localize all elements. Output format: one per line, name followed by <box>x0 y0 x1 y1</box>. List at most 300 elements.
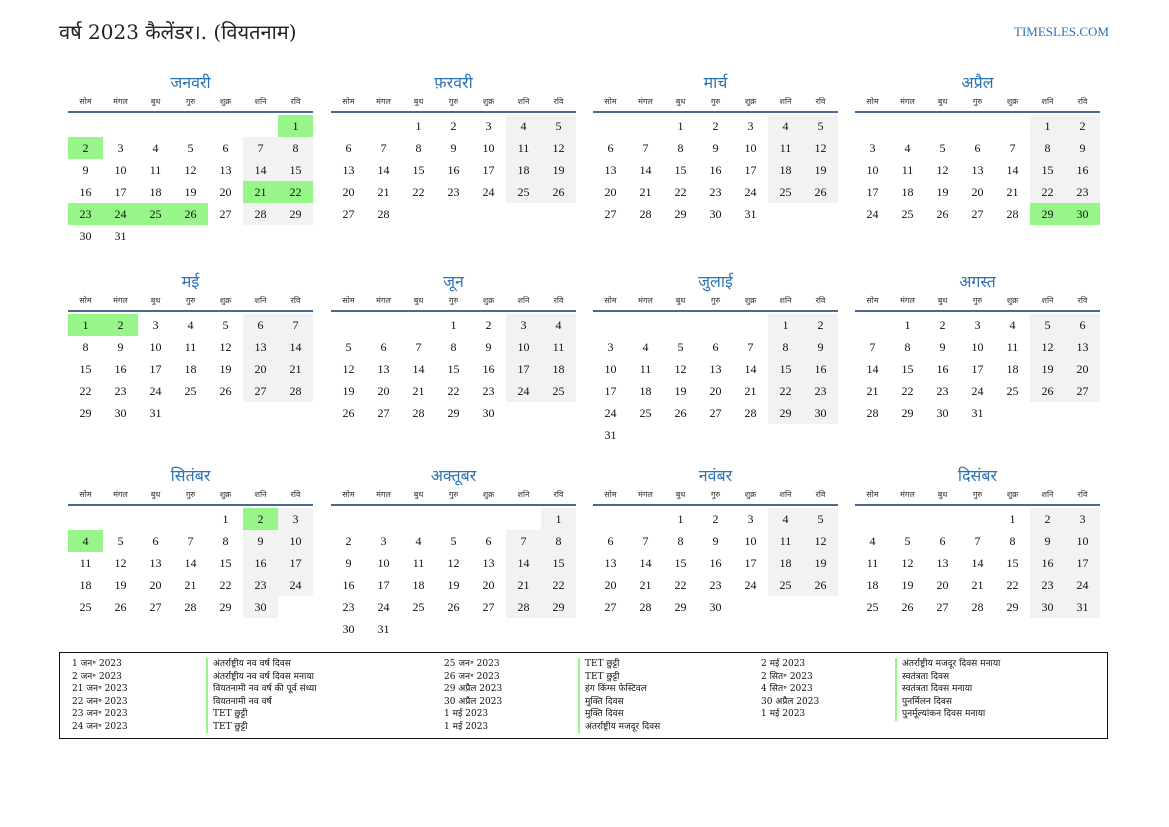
day-cell: 29 <box>541 596 576 618</box>
day-cell: 11 <box>866 555 879 570</box>
day-cell: 3 <box>152 317 159 332</box>
month-name: फ़रवरी <box>434 73 473 92</box>
weekday-label: रवि <box>290 97 301 106</box>
weekday-label: शुक्र <box>482 296 495 305</box>
holiday-name: पुनर्मिलन दिवस <box>895 696 952 709</box>
day-cell: 19 <box>1030 358 1065 380</box>
day-cell: 21 <box>639 184 652 199</box>
legend-row <box>432 708 660 721</box>
legend-row <box>749 671 1000 684</box>
holiday-date: 1 जन॰ 2023 <box>72 659 122 669</box>
month-name: अगस्त <box>959 272 996 291</box>
day-cell: 18 <box>768 552 803 574</box>
weekday-label: शनि <box>779 490 792 499</box>
day-cell: 17 <box>1065 552 1100 574</box>
weekday-label: बुध <box>675 490 686 499</box>
day-cell: 27 <box>936 599 949 614</box>
day-cell: 9 <box>485 339 492 354</box>
empty-cell <box>628 508 663 530</box>
day-cell: 8 <box>82 339 89 354</box>
day-cell: 13 <box>342 162 355 177</box>
holiday-date: 26 जन॰ 2023 <box>444 671 500 682</box>
holiday-day-cell: 24 <box>103 203 138 225</box>
empty-cell <box>366 314 401 336</box>
weekday-label: रवि <box>553 296 564 305</box>
day-cell: 15 <box>541 552 576 574</box>
day-cell: 8 <box>1030 137 1065 159</box>
day-cell: 20 <box>377 383 390 398</box>
empty-cell <box>698 314 733 336</box>
empty-cell <box>925 508 960 530</box>
day-cell: 22 <box>541 574 576 596</box>
day-cell: 25 <box>639 405 652 420</box>
day-cell: 6 <box>939 533 946 548</box>
holiday-day-cell: 25 <box>138 203 173 225</box>
site-link[interactable]: TIMESLES.COM <box>1014 24 1109 39</box>
weekday-label: शनि <box>517 97 530 106</box>
day-cell: 30 <box>709 206 722 221</box>
day-cell: 31 <box>744 206 757 221</box>
day-cell: 13 <box>377 361 390 376</box>
day-cell: 9 <box>243 530 278 552</box>
weekday-label: गुरु <box>710 97 721 106</box>
day-cell: 11 <box>768 137 803 159</box>
day-cell: 10 <box>506 336 541 358</box>
day-cell: 20 <box>971 184 984 199</box>
day-cell: 14 <box>377 162 390 177</box>
day-cell: 2 <box>485 317 492 332</box>
day-cell: 4 <box>642 339 649 354</box>
day-cell: 9 <box>1030 530 1065 552</box>
holiday-name: हंग किंग्स फेस्टिवल <box>578 683 647 696</box>
day-cell: 3 <box>747 511 754 526</box>
weekday-label: शनि <box>779 296 792 305</box>
day-cell: 9 <box>117 339 124 354</box>
weekday-label: शुक्र <box>219 490 232 499</box>
day-cell: 28 <box>971 599 984 614</box>
day-cell: 28 <box>243 203 278 225</box>
day-cell: 10 <box>971 339 984 354</box>
weekday-label: मंगल <box>376 296 391 305</box>
holiday-name: अंतर्राष्ट्रीय नव वर्ष दिवस <box>206 658 291 671</box>
day-cell: 9 <box>345 555 352 570</box>
weekday-label: शनि <box>517 296 530 305</box>
weekday-label: शुक्र <box>744 296 757 305</box>
weekday-label: मंगल <box>113 490 128 499</box>
day-cell: 14 <box>506 552 541 574</box>
day-cell: 13 <box>219 162 232 177</box>
day-cell: 22 <box>768 380 803 402</box>
month-name: जुलाई <box>698 272 733 291</box>
day-cell: 28 <box>377 206 390 221</box>
day-cell: 4 <box>152 140 159 155</box>
empty-cell <box>593 508 628 530</box>
day-cell: 22 <box>1006 577 1019 592</box>
month-name: अक्तूबर <box>430 466 477 485</box>
empty-cell <box>890 115 925 137</box>
day-cell: 29 <box>447 405 460 420</box>
day-cell: 8 <box>677 140 684 155</box>
day-cell: 7 <box>869 339 876 354</box>
day-cell: 23 <box>482 383 495 398</box>
day-cell: 20 <box>604 184 617 199</box>
day-cell: 22 <box>674 184 687 199</box>
day-cell: 26 <box>541 181 576 203</box>
weekday-label: मंगल <box>376 97 391 106</box>
day-cell: 21 <box>866 383 879 398</box>
holiday-name: स्वतंत्रता दिवस <box>895 671 949 684</box>
weekday-label: मंगल <box>376 490 391 499</box>
day-cell: 19 <box>342 383 355 398</box>
day-cell: 6 <box>1065 314 1100 336</box>
day-cell: 23 <box>1065 181 1100 203</box>
weekday-label: सोम <box>604 296 617 305</box>
day-cell: 17 <box>149 361 162 376</box>
day-cell: 8 <box>904 339 911 354</box>
day-cell: 25 <box>541 380 576 402</box>
day-cell: 26 <box>936 206 949 221</box>
day-cell: 18 <box>901 184 914 199</box>
day-cell: 21 <box>639 577 652 592</box>
month-calendar <box>331 72 576 225</box>
holiday-date: 21 जन॰ 2023 <box>72 684 128 694</box>
day-cell: 5 <box>904 533 911 548</box>
empty-cell <box>593 115 628 137</box>
weekday-label: बुध <box>413 490 424 499</box>
day-cell: 24 <box>1065 574 1100 596</box>
weekday-label: शनि <box>254 490 267 499</box>
day-cell: 5 <box>939 140 946 155</box>
holiday-day-cell: 29 <box>1030 203 1065 225</box>
month-calendar <box>68 271 313 424</box>
empty-cell <box>890 508 925 530</box>
day-cell: 20 <box>709 383 722 398</box>
day-cell: 18 <box>79 577 92 592</box>
day-cell: 29 <box>79 405 92 420</box>
month-name: मई <box>181 272 200 291</box>
day-cell: 12 <box>936 162 949 177</box>
day-cell: 16 <box>79 184 92 199</box>
legend-row <box>60 658 317 671</box>
day-cell: 31 <box>971 405 984 420</box>
day-cell: 29 <box>674 599 687 614</box>
holiday-date: 29 अप्रैल 2023 <box>444 684 503 694</box>
holiday-name: TET छुट्टी <box>578 671 619 684</box>
day-cell: 11 <box>1006 339 1019 354</box>
day-cell: 27 <box>377 405 390 420</box>
day-cell: 16 <box>709 162 722 177</box>
weekday-label: शनि <box>517 490 530 499</box>
weekday-label: मंगल <box>900 97 915 106</box>
day-cell: 13 <box>482 555 495 570</box>
holiday-date: 30 अप्रैल 2023 <box>444 696 503 707</box>
weekday-label: बुध <box>937 296 948 305</box>
empty-cell <box>436 508 471 530</box>
day-grid <box>593 115 838 225</box>
day-cell: 24 <box>744 184 757 199</box>
day-cell: 6 <box>712 339 719 354</box>
day-cell: 14 <box>278 336 313 358</box>
legend-row <box>60 683 317 696</box>
day-cell: 24 <box>278 574 313 596</box>
day-cell: 17 <box>506 358 541 380</box>
legend-row <box>432 721 660 734</box>
empty-cell <box>960 115 995 137</box>
day-cell: 19 <box>447 577 460 592</box>
weekday-label: शनि <box>1041 97 1054 106</box>
day-cell: 10 <box>744 533 757 548</box>
day-cell: 21 <box>506 574 541 596</box>
empty-cell <box>733 314 768 336</box>
holiday-name: अंतर्राष्ट्रीय नव वर्ष दिवस मनाया <box>206 671 314 684</box>
weekday-label: गुरु <box>972 296 983 305</box>
day-cell: 17 <box>278 552 313 574</box>
weekday-label: बुध <box>150 490 161 499</box>
holiday-day-cell: 2 <box>68 137 103 159</box>
day-cell: 2 <box>712 118 719 133</box>
day-cell: 3 <box>607 339 614 354</box>
day-cell: 6 <box>607 533 614 548</box>
day-cell: 10 <box>1065 530 1100 552</box>
weekday-label: शुक्र <box>219 97 232 106</box>
day-cell: 27 <box>219 206 232 221</box>
weekday-label: रवि <box>290 296 301 305</box>
empty-cell <box>855 115 890 137</box>
weekday-label: शुक्र <box>1006 97 1019 106</box>
day-grid <box>855 508 1100 618</box>
day-cell: 10 <box>278 530 313 552</box>
legend-column <box>432 658 660 733</box>
weekday-label: बुध <box>413 97 424 106</box>
day-cell: 10 <box>377 555 390 570</box>
day-cell: 23 <box>1030 574 1065 596</box>
day-cell: 29 <box>674 206 687 221</box>
weekday-header <box>593 96 838 113</box>
day-cell: 11 <box>768 530 803 552</box>
holiday-name: पुनर्मूल्यांकन दिवस मनाया <box>895 708 985 721</box>
day-cell: 23 <box>709 577 722 592</box>
weekday-label: सोम <box>79 97 92 106</box>
empty-cell <box>243 115 278 137</box>
day-cell: 1 <box>677 118 684 133</box>
day-cell: 7 <box>1009 140 1016 155</box>
day-cell: 21 <box>412 383 425 398</box>
day-cell: 22 <box>79 383 92 398</box>
day-cell: 20 <box>149 577 162 592</box>
weekday-header <box>593 489 838 506</box>
day-cell: 2 <box>803 314 838 336</box>
day-cell: 6 <box>485 533 492 548</box>
day-cell: 1 <box>450 317 457 332</box>
day-cell: 28 <box>184 599 197 614</box>
day-cell: 13 <box>1065 336 1100 358</box>
day-cell: 21 <box>184 577 197 592</box>
weekday-label: रवि <box>1077 97 1088 106</box>
day-cell: 3 <box>485 118 492 133</box>
day-cell: 12 <box>184 162 197 177</box>
day-cell: 13 <box>709 361 722 376</box>
day-cell: 25 <box>768 574 803 596</box>
day-cell: 11 <box>79 555 92 570</box>
weekday-label: मंगल <box>900 490 915 499</box>
weekday-label: गुरु <box>185 97 196 106</box>
day-cell: 17 <box>744 555 757 570</box>
day-cell: 10 <box>149 339 162 354</box>
day-grid <box>331 115 576 225</box>
holiday-legend <box>59 652 1108 739</box>
day-cell: 9 <box>803 336 838 358</box>
empty-cell <box>628 115 663 137</box>
holiday-date: 1 मई 2023 <box>444 721 489 732</box>
day-cell: 21 <box>377 184 390 199</box>
empty-cell <box>855 314 890 336</box>
day-cell: 27 <box>243 380 278 402</box>
day-cell: 7 <box>243 137 278 159</box>
day-cell: 24 <box>866 206 879 221</box>
day-cell: 15 <box>1006 555 1019 570</box>
holiday-name: TET छुट्टी <box>206 721 247 734</box>
day-cell: 28 <box>278 380 313 402</box>
weekday-label: गुरु <box>710 490 721 499</box>
holiday-day-cell: 30 <box>1065 203 1100 225</box>
holiday-day-cell: 2 <box>243 508 278 530</box>
day-cell: 26 <box>342 405 355 420</box>
day-cell: 11 <box>412 555 425 570</box>
holiday-day-cell: 22 <box>278 181 313 203</box>
empty-cell <box>68 508 103 530</box>
day-cell: 7 <box>415 339 422 354</box>
month-calendar <box>68 465 313 618</box>
day-cell: 13 <box>604 162 617 177</box>
day-cell: 16 <box>482 361 495 376</box>
day-cell: 15 <box>768 358 803 380</box>
weekday-label: मंगल <box>638 296 653 305</box>
day-cell: 7 <box>278 314 313 336</box>
weekday-label: मंगल <box>638 490 653 499</box>
day-cell: 28 <box>412 405 425 420</box>
day-cell: 27 <box>709 405 722 420</box>
day-cell: 4 <box>506 115 541 137</box>
day-cell: 27 <box>604 206 617 221</box>
weekday-header <box>855 489 1100 506</box>
day-cell: 3 <box>380 533 387 548</box>
day-cell: 9 <box>1065 137 1100 159</box>
day-cell: 13 <box>604 555 617 570</box>
day-cell: 28 <box>506 596 541 618</box>
day-cell: 10 <box>866 162 879 177</box>
empty-cell <box>401 508 436 530</box>
day-cell: 24 <box>506 380 541 402</box>
empty-cell <box>401 314 436 336</box>
day-cell: 30 <box>803 402 838 424</box>
month-name: सितंबर <box>170 466 211 485</box>
holiday-name: स्वतंत्रता दिवस मनाया <box>895 683 972 696</box>
day-cell: 4 <box>869 533 876 548</box>
month-calendar <box>331 465 576 640</box>
weekday-label: शनि <box>1041 296 1054 305</box>
weekday-header <box>68 489 313 506</box>
day-cell: 19 <box>936 184 949 199</box>
legend-row <box>60 671 317 684</box>
day-cell: 20 <box>243 358 278 380</box>
weekday-header <box>331 295 576 312</box>
day-cell: 19 <box>674 383 687 398</box>
weekday-label: रवि <box>553 490 564 499</box>
weekday-label: शनि <box>1041 490 1054 499</box>
weekday-label: सोम <box>866 490 879 499</box>
empty-cell <box>331 508 366 530</box>
day-cell: 18 <box>639 383 652 398</box>
day-cell: 14 <box>243 159 278 181</box>
day-cell: 19 <box>219 361 232 376</box>
day-cell: 15 <box>674 162 687 177</box>
day-cell: 11 <box>541 336 576 358</box>
day-cell: 8 <box>222 533 229 548</box>
day-cell: 2 <box>939 317 946 332</box>
weekday-label: रवि <box>1077 490 1088 499</box>
day-cell: 11 <box>506 137 541 159</box>
day-cell: 6 <box>222 140 229 155</box>
day-cell: 18 <box>412 577 425 592</box>
legend-row <box>432 658 660 671</box>
holiday-date: 2 सित॰ 2023 <box>761 671 813 682</box>
day-cell: 12 <box>901 555 914 570</box>
day-cell: 9 <box>712 140 719 155</box>
weekday-label: गुरु <box>448 490 459 499</box>
empty-cell <box>103 508 138 530</box>
weekday-label: बुध <box>150 97 161 106</box>
weekday-label: सोम <box>79 296 92 305</box>
month-name: जनवरी <box>170 73 211 92</box>
day-cell: 30 <box>1030 596 1065 618</box>
day-cell: 6 <box>380 339 387 354</box>
day-cell: 31 <box>1065 596 1100 618</box>
weekday-label: बुध <box>675 97 686 106</box>
empty-cell <box>331 115 366 137</box>
month-calendar <box>855 271 1100 424</box>
day-cell: 22 <box>1030 181 1065 203</box>
day-cell: 15 <box>412 162 425 177</box>
day-cell: 7 <box>380 140 387 155</box>
holiday-date: 22 जन॰ 2023 <box>72 696 128 707</box>
day-cell: 1 <box>1030 115 1065 137</box>
month-name: नवंबर <box>698 466 733 485</box>
day-cell: 27 <box>342 206 355 221</box>
empty-cell <box>960 508 995 530</box>
day-cell: 5 <box>450 533 457 548</box>
legend-row <box>60 721 317 734</box>
day-cell: 25 <box>79 599 92 614</box>
day-cell: 23 <box>342 599 355 614</box>
holiday-day-cell: 1 <box>68 314 103 336</box>
day-cell: 2 <box>712 511 719 526</box>
day-cell: 26 <box>803 574 838 596</box>
day-cell: 26 <box>901 599 914 614</box>
day-cell: 3 <box>506 314 541 336</box>
day-grid <box>593 508 838 618</box>
day-cell: 28 <box>866 405 879 420</box>
day-cell: 27 <box>971 206 984 221</box>
day-cell: 12 <box>219 339 232 354</box>
day-cell: 14 <box>639 162 652 177</box>
day-cell: 24 <box>604 405 617 420</box>
day-cell: 4 <box>904 140 911 155</box>
weekday-label: रवि <box>815 97 826 106</box>
weekday-label: बुध <box>675 296 686 305</box>
day-cell: 11 <box>639 361 652 376</box>
weekday-label: शुक्र <box>219 296 232 305</box>
day-cell: 24 <box>971 383 984 398</box>
